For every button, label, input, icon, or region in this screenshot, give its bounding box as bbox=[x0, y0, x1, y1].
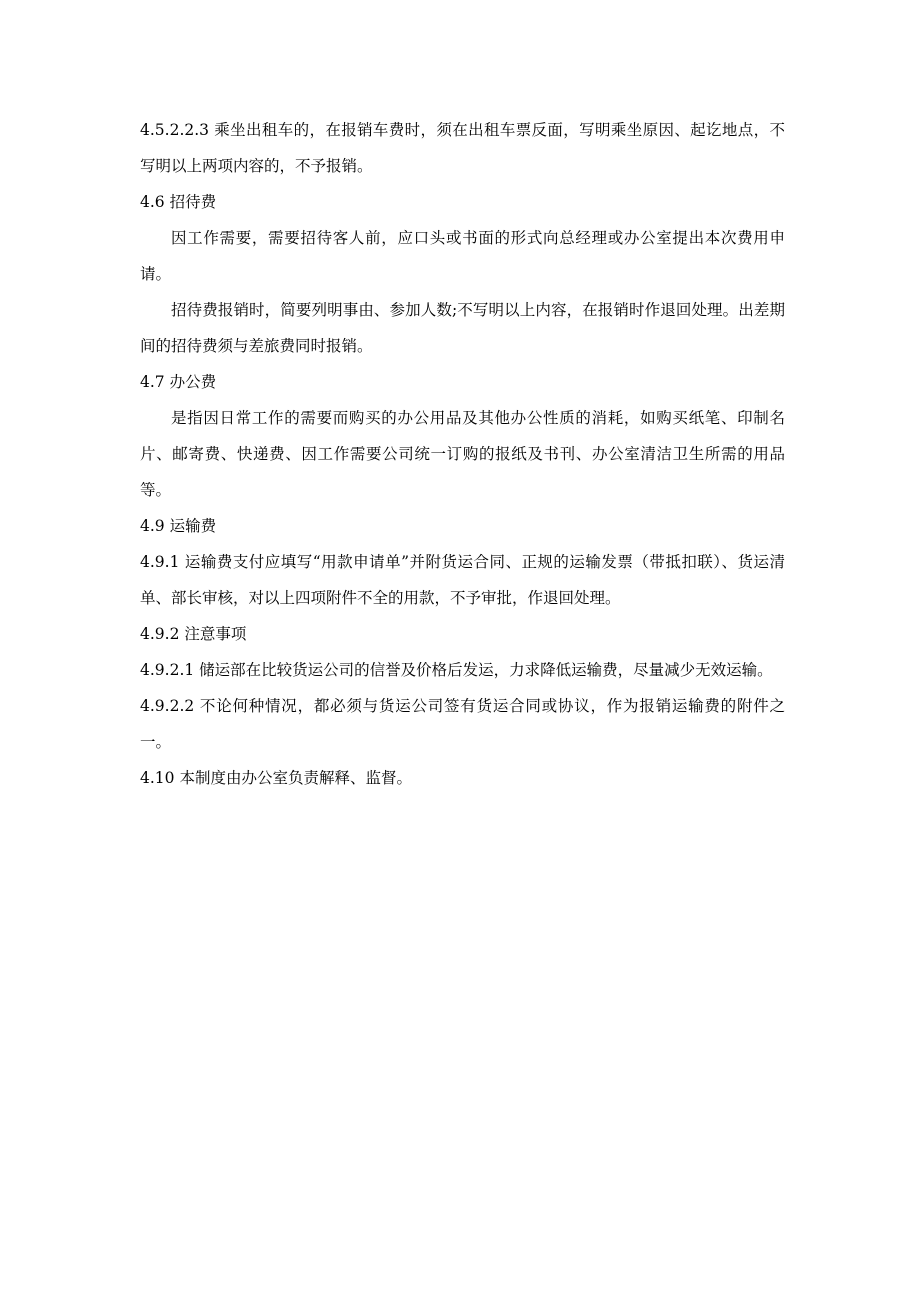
heading-4-10: 4.10 本制度由办公室负责解释、监督。 bbox=[140, 769, 412, 787]
paragraph-4-9-2-2: 4.9.2.2 不论何种情况，都必须与货运公司签有货运合同或协议，作为报销运输费的附件之一。 bbox=[140, 697, 785, 751]
document-page bbox=[140, 112, 785, 796]
paragraph-4-9-1: 4.9.1 运输费支付应填写“用款申请单”并附货运合同、正规的运输发票（带抵扣联）、货运清单、部长审核，对以上四项附件不全的用款，不予审批，作退回处理。 bbox=[140, 553, 785, 607]
paragraph-4-5-2-2-3: 4.5.2.2.3 乘坐出租车的，在报销车费时，须在出租车票反面，写明乘坐原因、起讫地点，不写明以上两项内容的，不予报销。 bbox=[140, 121, 785, 175]
paragraph-4-6-reimbursement: 招待费报销时，简要列明事由、参加人数;不写明以上内容，在报销时作退回处理。出差期间的招待费须与差旅费同时报销。 bbox=[140, 301, 785, 355]
paragraph-4-9-2-1: 4.9.2.1 储运部在比较货运公司的信誉及价格后发运，力求降低运输费，尽量减少无效运输。 bbox=[140, 661, 773, 679]
paragraph-4-6-request: 因工作需要，需要招待客人前，应口头或书面的形式向总经理或办公室提出本次费用申请。 bbox=[140, 229, 785, 283]
heading-4-6: 4.6 招待费 bbox=[140, 193, 217, 211]
heading-4-7: 4.7 办公费 bbox=[140, 373, 217, 391]
heading-4-9: 4.9 运输费 bbox=[140, 517, 217, 535]
heading-4-9-2: 4.9.2 注意事项 bbox=[140, 625, 247, 643]
paragraph-4-7-definition: 是指因日常工作的需要而购买的办公用品及其他办公性质的消耗，如购买纸笔、印制名片、邮寄费、快递费、因工作需要公司统一订购的报纸及书刊、办公室清洁卫生所需的用品等。 bbox=[140, 409, 785, 499]
